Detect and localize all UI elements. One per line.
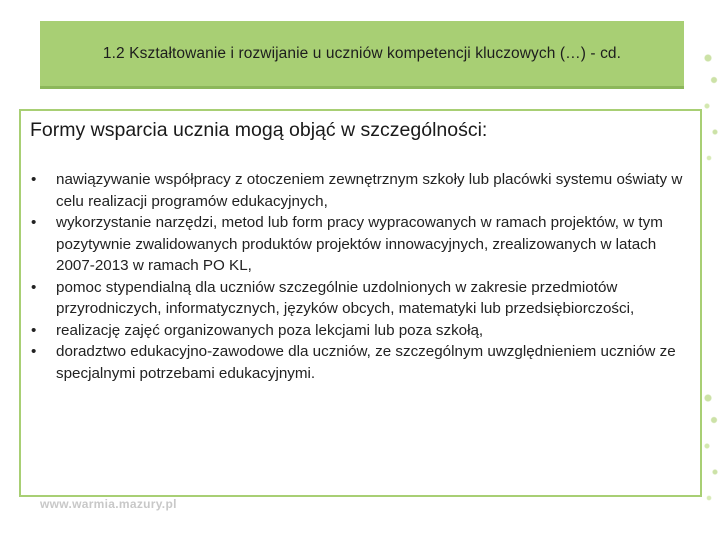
slide-title: 1.2 Kształtowanie i rozwijanie u uczniów kompetencji kluczowych (…) - cd. <box>102 44 622 62</box>
list-item-text: doradztwo edukacyjno-zawodowe dla uczniów, ze szczególnym uwzględnieniem uczniów ze specjalnymi potrzebami edukacyjnymi. <box>56 343 676 382</box>
bullet-icon: • <box>31 321 37 339</box>
list-item <box>29 320 689 342</box>
decorative-ornament-top <box>702 40 720 180</box>
list-item-text: pomoc stypendialną dla uczniów szczególnie uzdolnionych w zakresie przedmiotów przyrodniczych, informatycznych, języków obcych, matematyki lub przedsiębiorczości, <box>56 278 635 317</box>
list-item <box>29 212 689 277</box>
list-item <box>29 341 689 384</box>
list-item-text: nawiązywanie współpracy z otoczeniem zewnętrznym szkoły lub placówki systemu oświaty w celu realizacji programów edukacyjnych, <box>56 171 683 210</box>
decorative-ornament-bottom <box>702 380 720 520</box>
content-heading: Formy wsparcia ucznia mogą objąć w szczególności: <box>30 119 488 141</box>
footer-url: www.warmia.mazury.pl <box>40 497 177 511</box>
bullet-icon: • <box>31 343 37 360</box>
bullet-icon: • <box>31 278 37 296</box>
list-item-text: wykorzystanie narzędzi, metod lub form pracy wypracowanych w ramach projektów, w tym pozytywnie zwalidowanych produktów projektów innowacyjnych, zrealizowanych w latach 2007-2013 w ramach PO KL, <box>56 214 663 274</box>
bullet-icon: • <box>31 214 37 231</box>
list-item <box>29 169 689 212</box>
bullet-icon: • <box>31 171 37 188</box>
list-item <box>29 277 689 320</box>
bullet-list <box>29 169 689 384</box>
list-item-text: realizację zajęć organizowanych poza lekcjami lub poza szkołą, <box>56 321 484 339</box>
title-banner <box>40 21 684 89</box>
content-box <box>19 109 702 497</box>
